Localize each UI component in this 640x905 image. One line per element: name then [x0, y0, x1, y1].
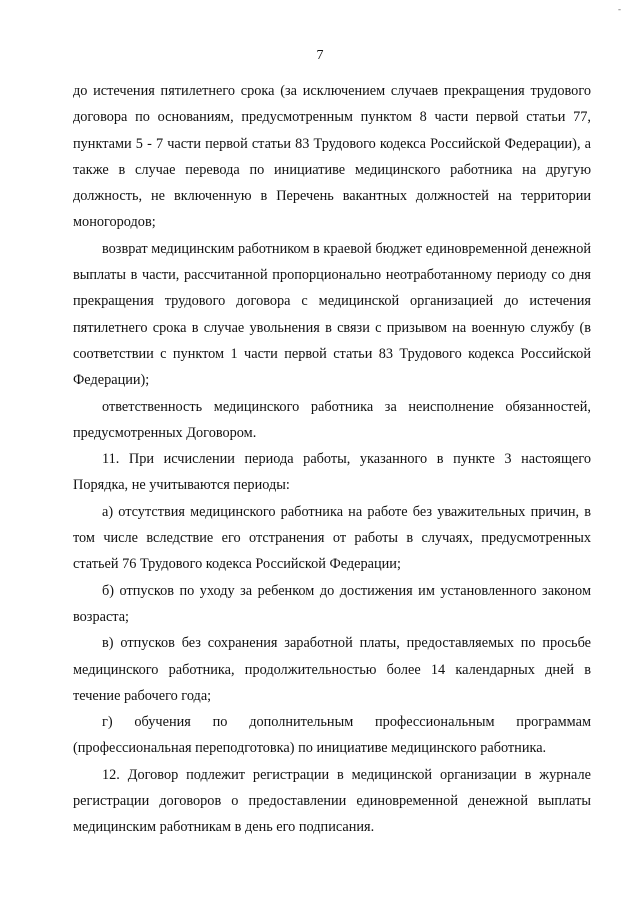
- paragraph-item-11-g: г) обучения по дополнительным профессиональным программам (профессиональная переподготовка) по инициативе медицинского работника.: [73, 714, 591, 757]
- page-number: 7: [316, 48, 324, 63]
- paragraph-item-11-a: а) отсутствия медицинского работника на работе без уважительных причин, в том числе вследствие его отстранения от работы в случаях, предусмотренных статьей 76 Трудового кодекса Российской Федерации;: [73, 503, 591, 573]
- paragraph-item-11: 11. При исчислении периода работы, указанного в пункте 3 настоящего Порядка, не учитываются периоды:: [73, 451, 591, 494]
- paragraph-refund-clause: возврат медицинским работником в краевой бюджет единовременной денежной выплаты в части, рассчитанной пропорционально неотработанному периоду со дня прекращения трудового договора с медицинской организацией до истечения пятилетнего срока в случае увольнения в связи с призывом на военную службу (в соответствии с пунктом 1 части первой статьи 83 Трудового кодекса Российской Федерации);: [73, 240, 591, 389]
- paragraph-item-11-v: в) отпусков без сохранения заработной платы, предоставляемых по просьбе медицинского работника, продолжительностью более 14 календарных дней в течение рабочего года;: [73, 635, 591, 704]
- paragraph-continuation: до истечения пятилетнего срока (за исключением случаев прекращения трудового договора по основаниям, предусмотренным пунктом 8 части первой статьи 77, пунктами 5 - 7 части первой статьи 83 Трудового кодекса Российской Федерации), а также в случае перевода по инициативе медицинского работника на другую должность, не включенную в Перечень вакантных должностей на территории моногородов;: [73, 83, 591, 231]
- corner-mark: -: [618, 4, 621, 14]
- paragraph-item-11-b: б) отпусков по уходу за ребенком до достижения им установленного законом возраста;: [73, 582, 591, 625]
- document-body: [73, 78, 591, 841]
- paragraph-responsibility: ответственность медицинского работника за неисполнение обязанностей, предусмотренных Договором.: [73, 398, 591, 441]
- paragraph-item-12: 12. Договор подлежит регистрации в медицинской организации в журнале регистрации договоров о предоставлении единовременной денежной выплаты медицинским работникам в день его подписания.: [73, 766, 591, 836]
